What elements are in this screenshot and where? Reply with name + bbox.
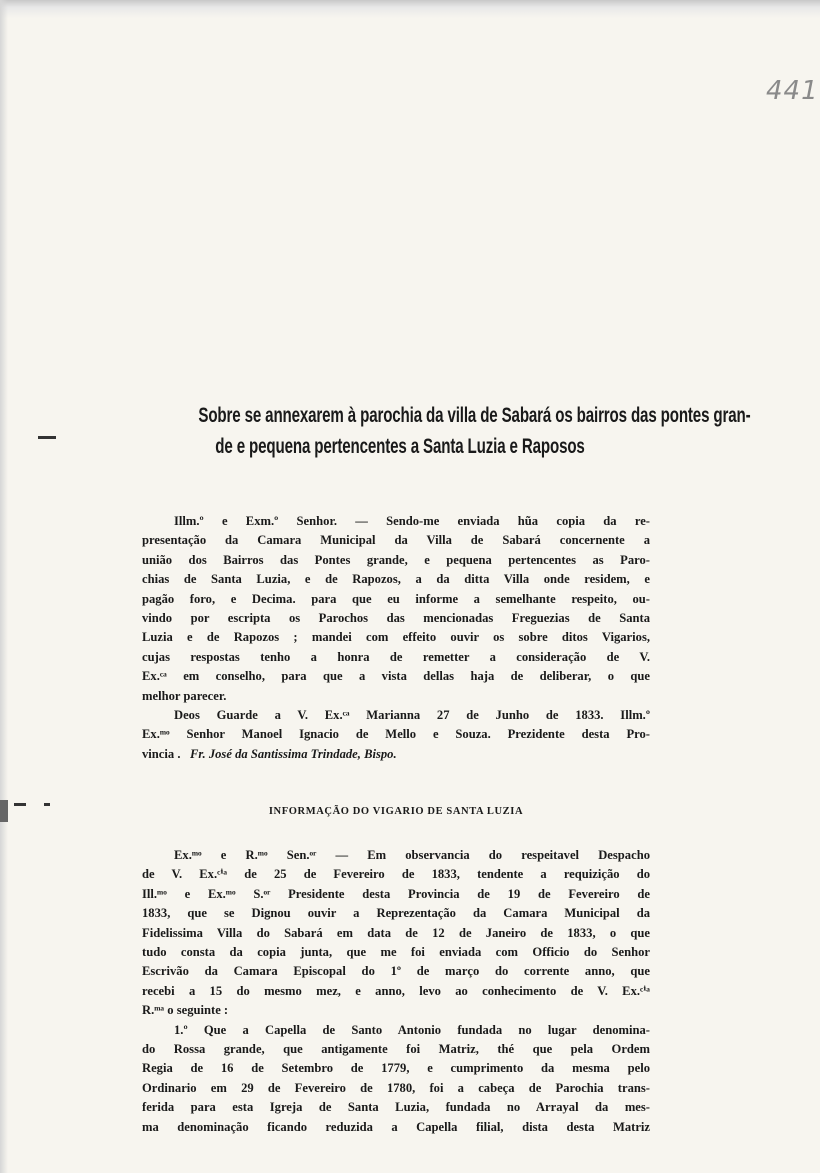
- text-line: união dos Bairros das Pontes grande, e pequena pertencentes as Paro-: [142, 552, 650, 567]
- text-line: Ex.ᵐᵒ Senhor Manoel Ignacio de Mello e Souza. Prezidente desta Pro-: [142, 727, 650, 742]
- text-line: recebi a 15 do mesmo mez, e anno, levo ao conhecimento de V. Ex.ᶜⁱᵃ: [142, 983, 650, 998]
- text-line: Escrivão da Camara Episcopal do 1º de março do corrente anno, que: [142, 964, 650, 979]
- text-line: presentação da Camara Municipal da Villa de Sabará concernente a: [142, 533, 650, 548]
- margin-mark: [44, 803, 50, 806]
- text-line: cujas respostas tenho a honra de remetter a consideração de V.: [142, 649, 650, 664]
- text-line: ma denominação ficando reduzida a Capella filial, dista desta Matriz: [142, 1119, 650, 1134]
- text-line: melhor parecer.: [142, 688, 227, 703]
- text-line: chias de Santa Luzia, e de Rapozos, a da ditta Villa onde residem, e: [142, 572, 650, 587]
- text-line: Ex.ᵐᵒ e R.ᵐᵒ Sen.ᵒʳ — Em observancia do respeitavel Despacho: [174, 848, 650, 862]
- text-fragment: vincia .: [142, 746, 181, 761]
- page-left-shadow: [0, 0, 8, 1173]
- text-line: de V. Ex.ᶜⁱᵃ de 25 de Fevereiro de 1833, tendente a requizição do: [142, 867, 650, 882]
- text-line: Ex.ᶜᵃ em conselho, para que a vista dellas haja de deliberar, o que: [142, 669, 650, 684]
- text-line: Ordinario em 29 de Fevereiro de 1780, foi a cabeça de Parochia trans-: [142, 1080, 650, 1095]
- document-title: [198, 400, 751, 462]
- signature-line: [142, 745, 650, 764]
- margin-mark: [0, 800, 8, 822]
- text-line: ferida para esta Igreja de Santa Luzia, fundada no Arrayal da mes-: [142, 1100, 650, 1115]
- page-number: 441: [766, 76, 819, 106]
- information-body: [142, 846, 650, 1137]
- margin-mark: [14, 803, 26, 806]
- title-line: Sobre se annexarem à parochia da villa de Sabará os bairros das pontes gran-: [198, 404, 751, 427]
- title-line: de e pequena pertencentes a Santa Luzia e Raposos: [215, 435, 585, 458]
- text-line: pagão foro, e Decima. para que eu informe a semelhante respeito, ou-: [142, 591, 650, 606]
- page-top-shadow: [0, 0, 820, 18]
- letter-body: [142, 512, 650, 764]
- text-line: Deos Guarde a V. Ex.ᶜᵃ Marianna 27 de Junho de 1833. Illm.º: [174, 708, 650, 723]
- text-line: Regia de 16 de Setembro de 1779, e cumprimento da mesma pelo: [142, 1061, 650, 1076]
- text-line: 1833, que se Dignou ouvir a Reprezentação da Camara Municipal da: [142, 906, 650, 921]
- signature: Fr. José da Santissima Trindade, Bispo.: [189, 746, 397, 761]
- text-line: Ill.ᵐᵒ e Ex.ᵐᵒ S.ᵒʳ Presidente desta Provincia de 19 de Fevereiro de: [142, 886, 650, 901]
- text-line: Fidelissima Villa do Sabará em data de 12 de Janeiro de 1833, o que: [142, 925, 650, 940]
- text-line: Illm.º e Exm.º Senhor. — Sendo-me enviada hũa copia da re-: [174, 514, 650, 528]
- text-line: R.ᵐᵃ o seguinte :: [142, 1003, 229, 1018]
- text-line: tudo consta da copia junta, que me foi enviada com Officio do Senhor: [142, 945, 650, 960]
- text-line: vindo por escripta os Parochos das mencionadas Freguezias de Santa: [142, 611, 650, 626]
- text-line: do Rossa grande, que antigamente foi Matriz, thé que pela Ordem: [142, 1042, 650, 1057]
- text-line: 1.º Que a Capella de Santo Antonio fundada no lugar denomina-: [174, 1022, 650, 1037]
- section-heading: INFORMAÇÃO DO VIGARIO DE SANTA LUZIA: [268, 806, 524, 817]
- margin-mark: [38, 436, 56, 439]
- text-line: Luzia e de Rapozos ; mandei com effeito ouvir os sobre ditos Vigarios,: [142, 630, 650, 645]
